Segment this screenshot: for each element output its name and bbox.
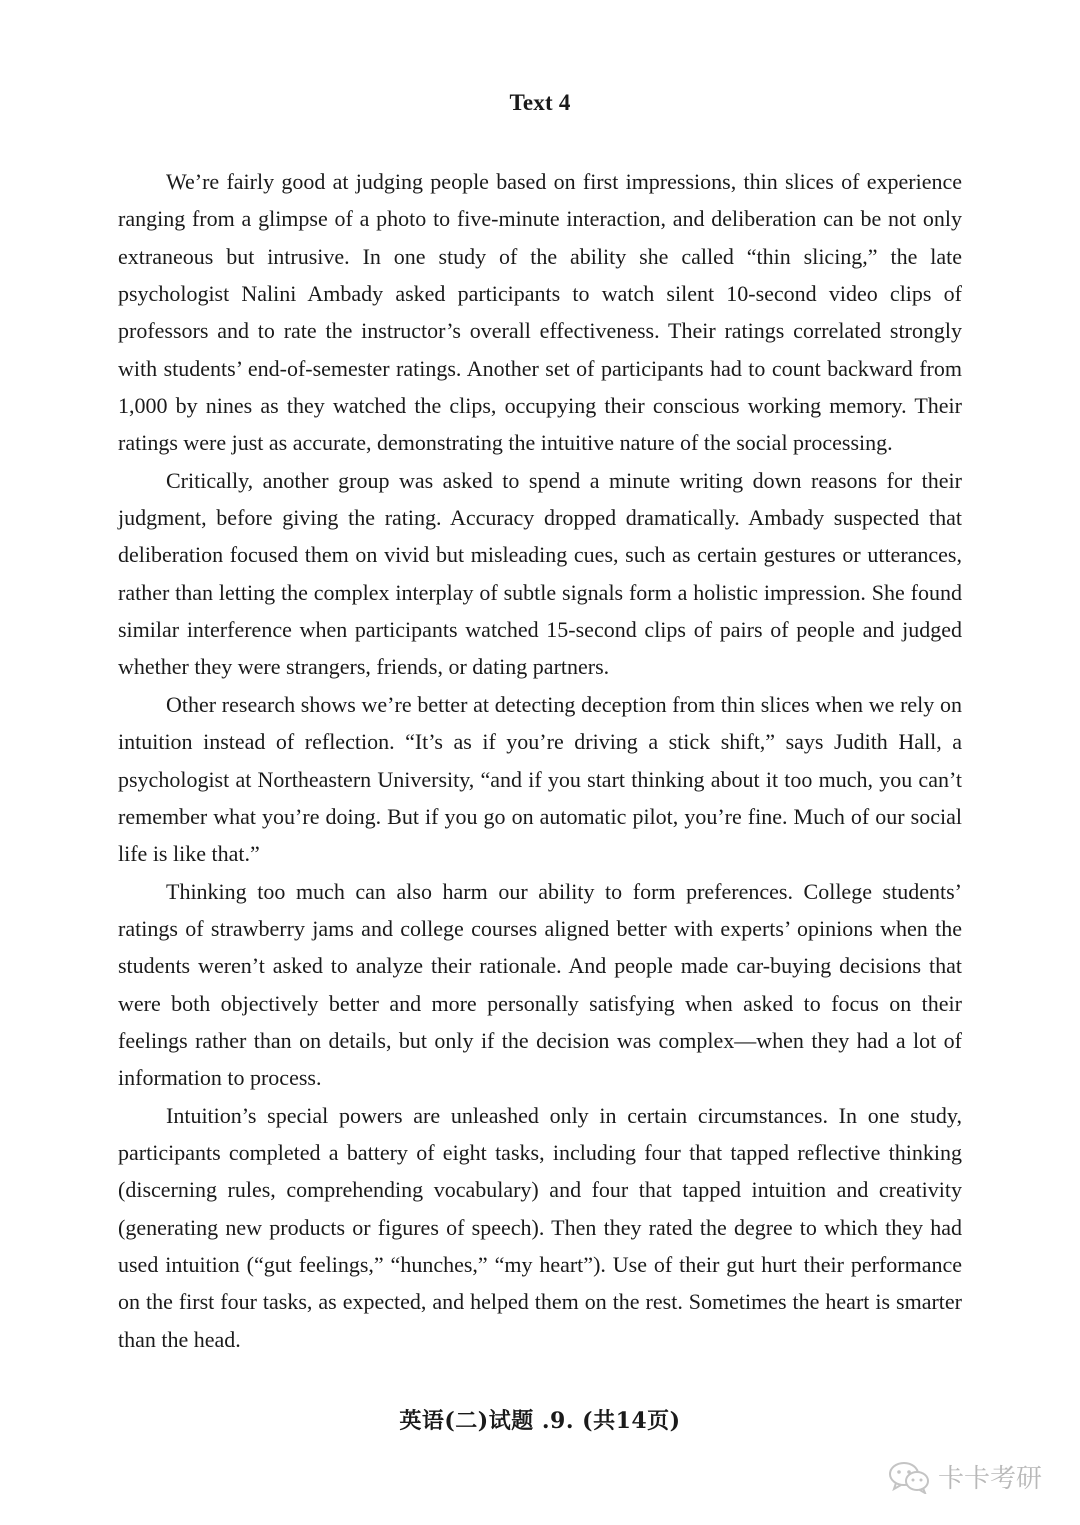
paragraph-1: We’re fairly good at judging people based on first impressions, thin slices of experience ranging from a glimpse of a photo to five-minute interaction, and deliberation can be not only extraneous but intrusive. In one study of the ability she called “thin slicing,” the late psychologist Nalini Ambady asked participants to watch silent 10-second video clips of professors and to rate the instructor’s overall effectiveness. Their ratings correlated strongly with students’ end-of-semester ratings. Another set of participants had to count backward from 1,000 by nines as they watched the clips, occupying their conscious working memory. Their ratings were just as accurate, demonstrating the intuitive nature of the social processing. [118,169,962,456]
passage-body [118,163,962,1358]
watermark [888,1458,1042,1495]
paragraph-5: Intuition’s special powers are unleashed only in certain circumstances. In one study, participants completed a battery of eight tasks, including four that tapped reflective thinking (discerning rules, comprehending vocabulary) and four that tapped intuition and creativity (generating new products or figures of speech). Then they rated the degree to which they had used intuition (“gut feelings,” “hunches,” “my heart”). Use of their gut hurt their performance on the first four tasks, as expected, and helped them on the rest. Sometimes the heart is smarter than the head. [118,1102,962,1352]
page-footer: 英语(二)试题 .9. (共14页) [399,1408,681,1434]
section-title: Text 4 [509,90,571,115]
paragraph-2: Critically, another group was asked to spend a minute writing down reasons for their judgment, before giving the rating. Accuracy dropped dramatically. Ambady suspected that deliberation focused them on vivid but misleading cues, such as certain gestures or utterances, rather than letting the complex interplay of subtle signals form a holistic impression. She found similar interference when participants watched 15-second clips of pairs of people and judged whether they were strangers, friends, or dating partners. [118,467,962,680]
watermark-text: 卡卡考研 [937,1464,1042,1494]
wechat-icon [888,1460,930,1494]
paragraph-3: Other research shows we’re better at detecting deception from thin slices when we rely on intuition instead of reflection. “It’s as if you’re driving a stick shift,” says Judith Hall, a psychologist at Northeastern University, “and if you start thinking about it too much, you can’t remember what you’re doing. But if you go on automatic pilot, you’re fine. Much of our social life is like that.” [118,691,962,867]
paragraph-4: Thinking too much can also harm our ability to form preferences. College students’ ratings of strawberry jams and college courses aligned better with experts’ opinions when the students weren’t asked to analyze their rationale. And people made car-buying decisions that were both objectively better and more personally satisfying when asked to focus on their feelings rather than on details, but only if the decision was complex—when they had a lot of information to process. [118,878,962,1091]
